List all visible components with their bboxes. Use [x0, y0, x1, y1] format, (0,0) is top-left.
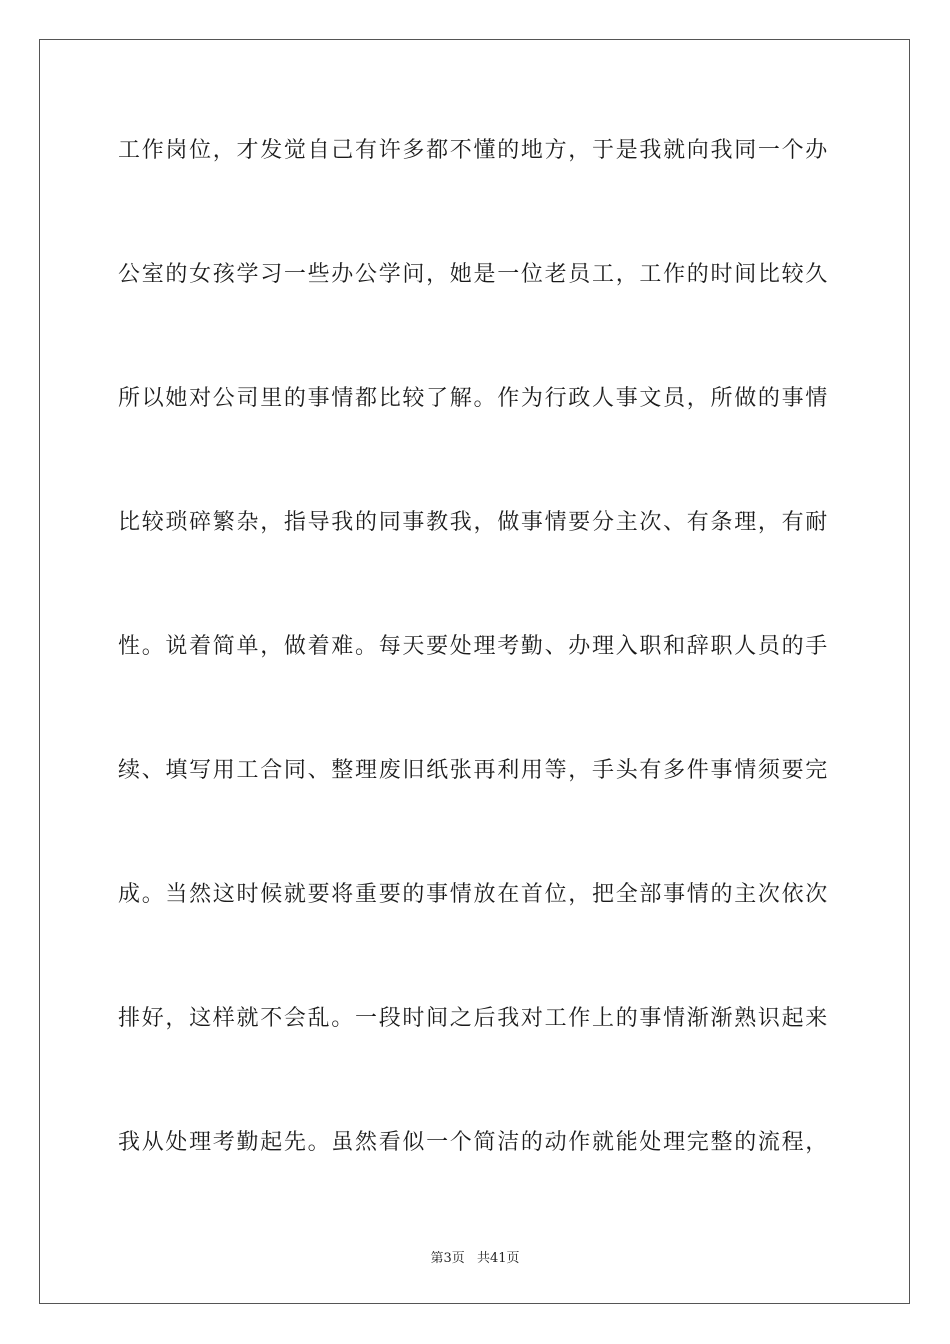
text-line: 公室的女孩学习一些办公学问，她是一位老员工，工作的时间比较久 — [118, 262, 830, 287]
text-line: 所以她对公司里的事情都比较了解。作为行政人事文员，所做的事情 — [118, 386, 830, 411]
text-line: 性。说着简单，做着难。每天要处理考勤、办理入职和辞职人员的手 — [118, 634, 830, 659]
text-line: 续、填写用工合同、整理废旧纸张再利用等，手头有多件事情须要完 — [118, 758, 830, 783]
text-line: 比较琐碎繁杂，指导我的同事教我，做事情要分主次、有条理，有耐 — [118, 510, 830, 535]
page-frame — [39, 39, 910, 1304]
text-line: 成。当然这时候就要将重要的事情放在首位，把全部事情的主次依次 — [118, 882, 830, 907]
text-line: 排好，这样就不会乱。一段时间之后我对工作上的事情渐渐熟识起来 — [118, 1006, 830, 1031]
page-footer — [0, 1247, 950, 1266]
page-total: 共41页 — [476, 1251, 520, 1266]
page-number: 第3页 — [430, 1251, 465, 1266]
text-line: 工作岗位，才发觉自己有许多都不懂的地方，于是我就向我同一个办 — [118, 138, 830, 163]
text-line: 我从处理考勤起先。虽然看似一个简洁的动作就能处理完整的流程， — [118, 1130, 830, 1155]
